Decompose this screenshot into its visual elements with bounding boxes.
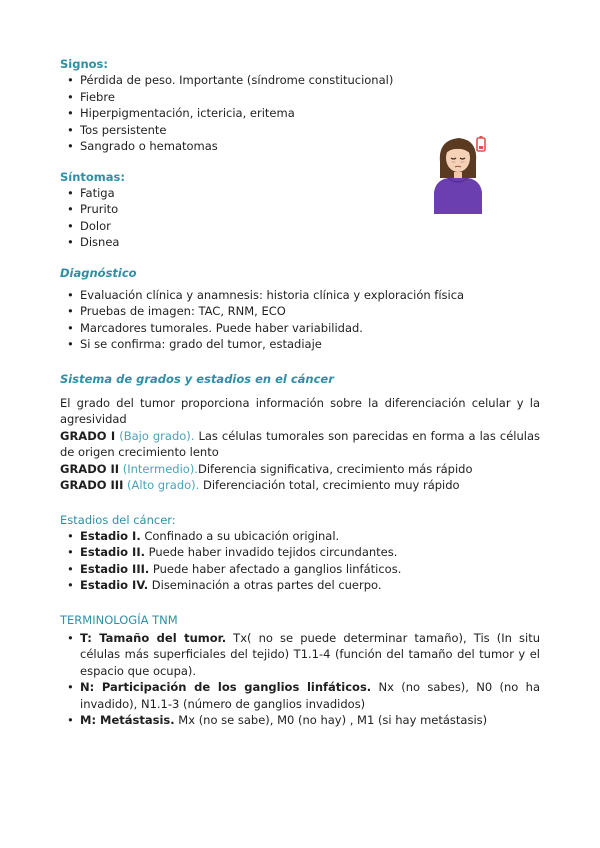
estadio-text: Diseminación a otras partes del cuerpo. (148, 578, 382, 592)
tnm-text: Nx (no sabes), N0 (no ha invadido), N1.1-3 (número de ganglios invadidos) (80, 680, 541, 711)
grado-row (60, 428, 540, 461)
diagnostico-list (60, 287, 540, 353)
sintomas-heading: Síntomas: (60, 169, 125, 184)
document-page (60, 56, 540, 729)
list-item: • Pérdida de peso. Importante (síndrome constitucional) (80, 72, 540, 89)
grado-label: GRADO II (60, 461, 120, 476)
list-item: • Marcadores tumorales. Puede haber variabilidad. (80, 320, 540, 337)
signos-list (60, 72, 540, 155)
grado-text: Las células tumorales son parecidas en forma a las células de origen crecimiento lento (60, 428, 540, 459)
sistema-heading: Sistema de grados y estadios en el cáncer (60, 371, 334, 386)
tnm-text: Mx (no se sabe), M0 (no hay) , M1 (si hay metástasis) (174, 713, 488, 727)
list-item: • Dolor (80, 218, 540, 235)
list-item (80, 544, 540, 561)
grado-row (60, 477, 540, 494)
grado-note: (Alto grado). (127, 478, 200, 492)
list-item: • Sangrado o hematomas (80, 138, 540, 155)
grado-row (60, 461, 540, 478)
grado-text: Diferencia significativa, crecimiento más rápido (197, 461, 473, 476)
list-item (80, 561, 540, 578)
tnm-label: T: Tamaño del tumor. (80, 630, 227, 645)
estadios-list (60, 528, 540, 594)
list-item: • Tos persistente (80, 122, 540, 139)
diagnostico-heading: Diagnóstico (60, 265, 137, 280)
list-item (80, 577, 540, 594)
list-item (80, 679, 540, 712)
list-item: • Fiebre (80, 89, 540, 106)
list-item: • Hiperpigmentación, ictericia, eritema (80, 105, 540, 122)
estadios-heading: Estadios del cáncer: (60, 512, 176, 527)
list-item: • Prurito (80, 201, 540, 218)
grado-note: (Bajo grado). (119, 428, 195, 443)
estadio-label: Estadio IV. (80, 578, 149, 592)
grado-text: Diferenciación total, crecimiento muy rápido (199, 478, 460, 492)
estadio-label: Estadio I. (80, 528, 141, 543)
list-item (80, 712, 540, 729)
estadio-label: Estadio III. (80, 561, 150, 576)
list-item: • Fatiga (80, 185, 540, 202)
list-item: • Si se confirma: grado del tumor, estadiaje (80, 336, 540, 353)
list-item (80, 528, 540, 545)
list-item: • Pruebas de imagen: TAC, RNM, ECO (80, 303, 540, 320)
tnm-label: N: Participación de los ganglios linfáticos. (80, 680, 372, 694)
estadio-text: Confinado a su ubicación original. (140, 528, 340, 543)
sintomas-list (60, 185, 540, 251)
tnm-text: Tx( no se puede determinar tamaño), Tis (In situ células más superficiales del tejido) T1.1-4 (función del tamaño del tumor y el espacio que ocupa). (80, 630, 540, 678)
grado-label: GRADO III (60, 478, 124, 492)
tnm-heading: TERMINOLOGÍA TNM (60, 612, 178, 627)
list-item (80, 630, 540, 680)
tnm-label: M: Metástasis. (80, 713, 175, 727)
estadio-label: Estadio II. (80, 545, 145, 559)
estadio-text: Puede haber afectado a ganglios linfáticos. (149, 561, 402, 576)
grado-label: GRADO I (60, 428, 116, 443)
tnm-list (60, 630, 540, 729)
list-item: • Evaluación clínica y anamnesis: historia clínica y exploración física (80, 287, 540, 304)
estadio-text: Puede haber invadido tejidos circundantes. (144, 545, 398, 559)
sistema-intro: El grado del tumor proporciona información sobre la diferenciación celular y la agresividad (60, 395, 540, 426)
grado-note: (Intermedio). (122, 461, 198, 476)
list-item: • Disnea (80, 234, 540, 251)
signos-heading: Signos: (60, 57, 108, 71)
